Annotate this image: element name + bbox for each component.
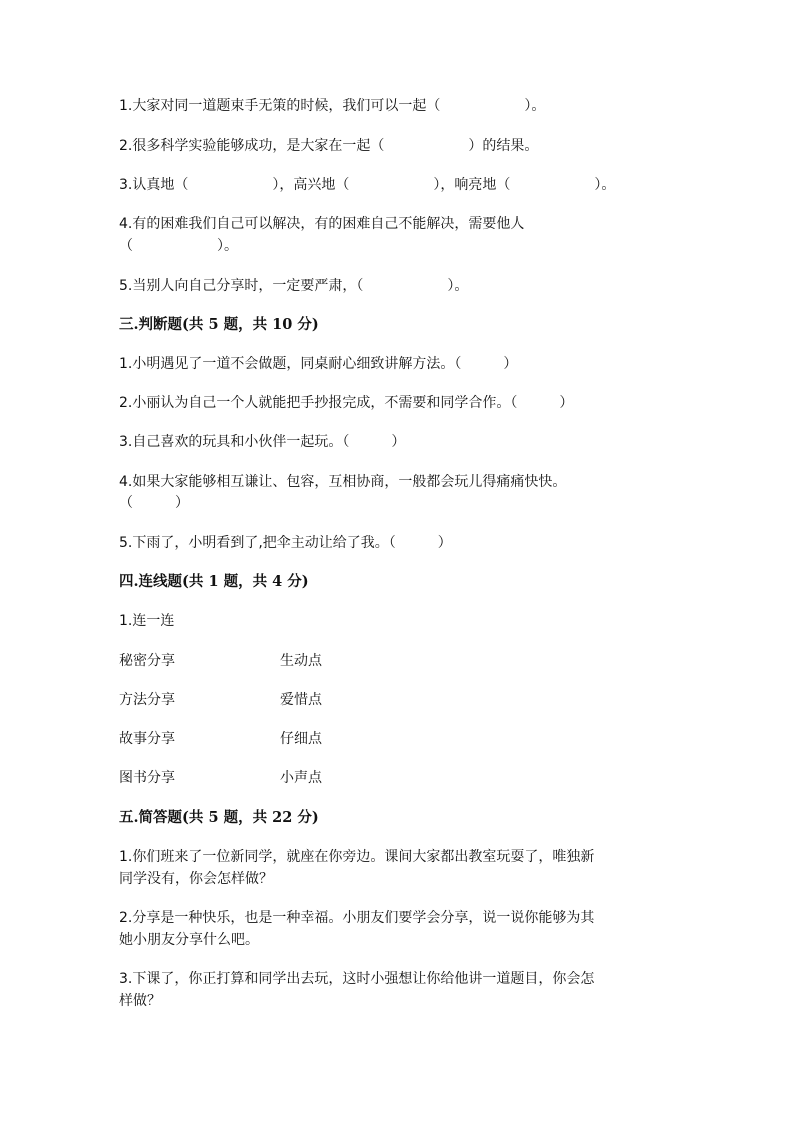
fill-blank-question-4-line-1: 4.有的困难我们自己可以解决，有的困难自己不能解决，需要他人 — [119, 216, 525, 232]
judge-section-heading: 三.判断题(共 5 题，共 10 分) — [119, 316, 319, 333]
judge-question-5: 5.下雨了，小明看到了,把伞主动让给了我。（ ） — [119, 535, 452, 551]
match-left-item: 方法分享 — [119, 692, 175, 708]
fill-blank-question-2: 2.很多科学实验能够成功，是大家在一起（ ）的结果。 — [119, 138, 539, 154]
fill-blank-question-3: 3.认真地（ ），高兴地（ ），响亮地（ ）。 — [119, 177, 616, 193]
short-answer-question-2-line-1: 2.分享是一种快乐，也是一种幸福。小朋友们要学会分享，说一说你能够为其 — [119, 910, 595, 926]
judge-question-1: 1.小明遇见了一道不会做题，同桌耐心细致讲解方法。（ ） — [119, 356, 518, 372]
short-answer-question-2-line-2: 她小朋友分享什么吧。 — [119, 932, 259, 948]
short-answer-question-3-line-2: 样做？ — [119, 993, 161, 1009]
match-question-1: 1.连一连 — [119, 613, 175, 629]
match-left-item: 秘密分享 — [119, 653, 175, 669]
judge-question-3: 3.自己喜欢的玩具和小伙伴一起玩。（ ） — [119, 434, 406, 450]
match-left-item: 图书分享 — [119, 770, 175, 786]
judge-question-4-line-1: 4.如果大家能够相互谦让、包容，互相协商，一般都会玩儿得痛痛快快。 — [119, 474, 567, 490]
judge-question-2: 2.小丽认为自己一个人就能把手抄报完成，不需要和同学合作。（ ） — [119, 395, 574, 411]
short-answer-question-1-line-2: 同学没有，你会怎样做？ — [119, 871, 273, 887]
match-right-item: 爱惜点 — [280, 692, 322, 708]
judge-question-4-line-2: （ ） — [119, 495, 189, 511]
short-answer-question-1-line-1: 1.你们班来了一位新同学，就座在你旁边。课间大家都出教室玩耍了，唯独新 — [119, 849, 595, 865]
short-answer-question-3-line-1: 3.下课了，你正打算和同学出去玩，这时小强想让你给他讲一道题目，你会怎 — [119, 971, 595, 987]
match-right-item: 小声点 — [280, 770, 322, 786]
match-section-heading: 四.连线题(共 1 题，共 4 分) — [119, 573, 309, 590]
match-right-item: 仔细点 — [280, 731, 322, 747]
short-answer-section-heading: 五.简答题(共 5 题，共 22 分) — [119, 809, 319, 826]
fill-blank-question-5: 5.当别人向自己分享时，一定要严肃，（ ）。 — [119, 278, 469, 294]
fill-blank-question-1: 1.大家对同一道题束手无策的时候，我们可以一起（ ）。 — [119, 98, 546, 114]
match-right-item: 生动点 — [280, 653, 322, 669]
fill-blank-question-4-line-2: （ ）。 — [119, 238, 238, 254]
match-left-item: 故事分享 — [119, 731, 175, 747]
